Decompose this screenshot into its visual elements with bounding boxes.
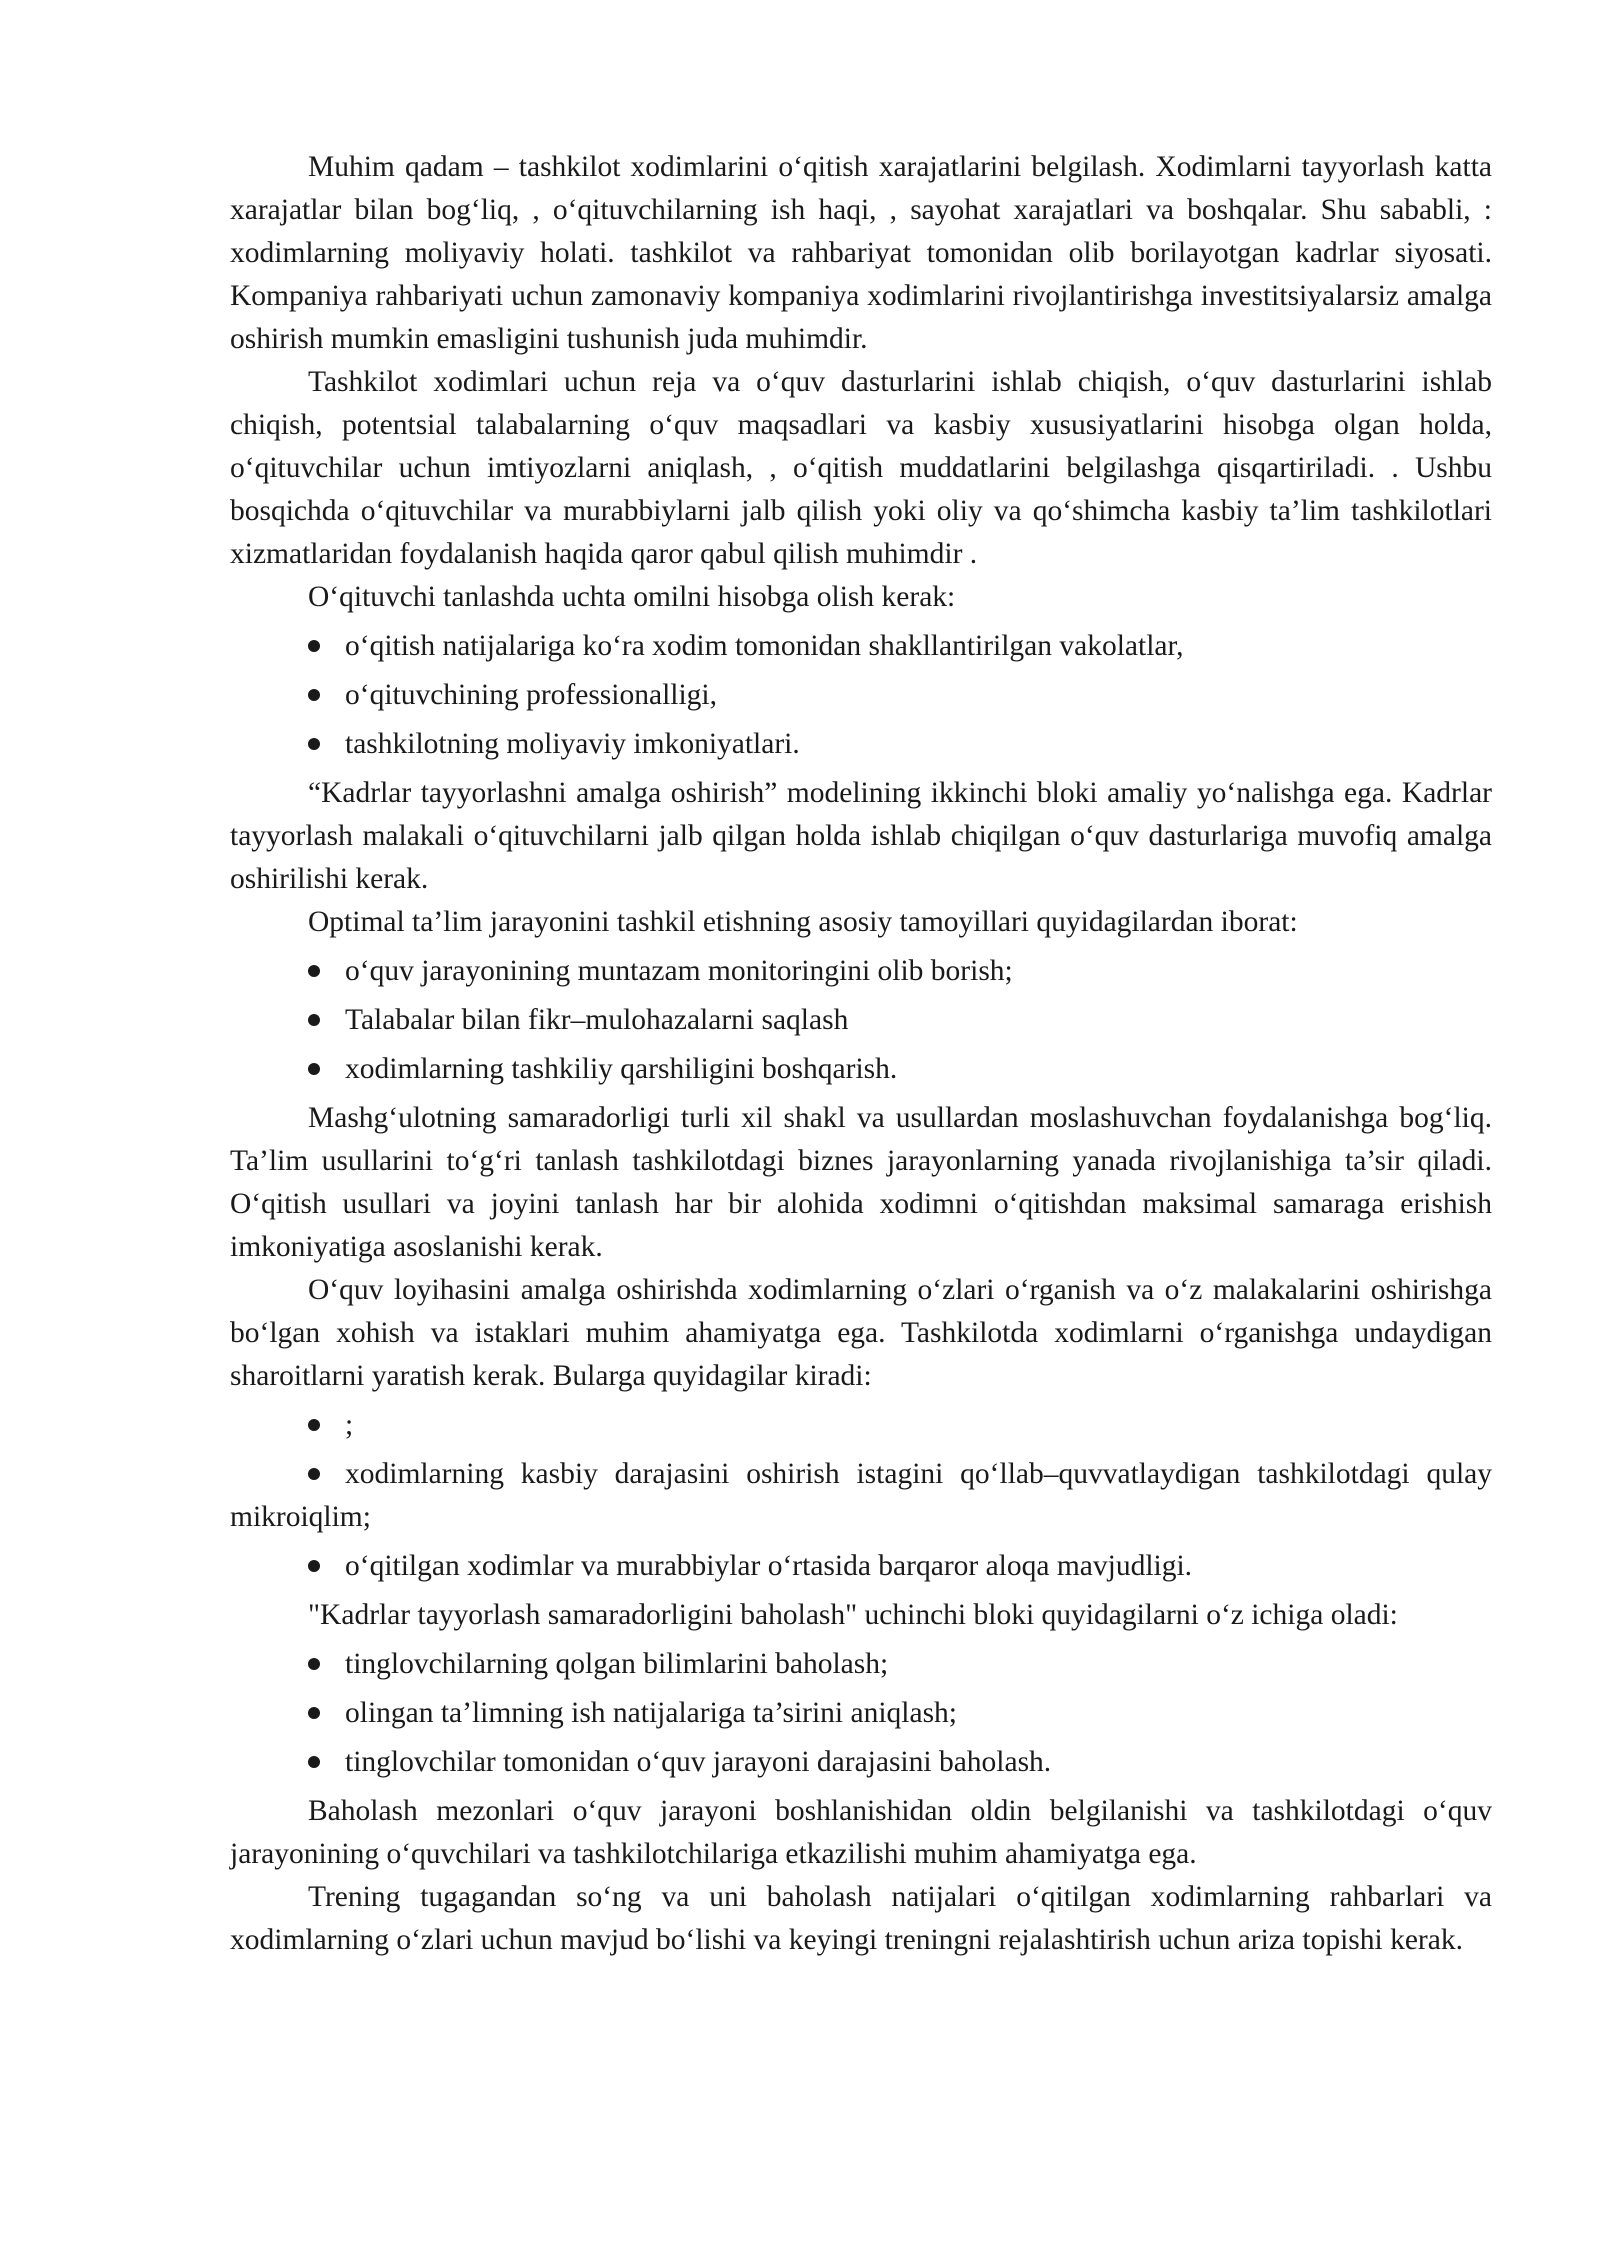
bullet-icon	[308, 1063, 320, 1075]
list-item-text: oʻquv jarayonining muntazam monitoringini olib borish;	[345, 955, 1013, 987]
document-page	[230, 146, 1492, 1962]
list-item-text: oʻqitish natijalariga koʻra xodim tomonidan shakllantirilgan vakolatlar,	[345, 630, 1184, 662]
list-item	[230, 1048, 1492, 1091]
paragraph: Muhim qadam – tashkilot xodimlarini oʻqitish xarajatlarini belgilash. Xodimlarni tayyorlash katta xarajatlar bilan bogʻliq, , oʻqituvchilarning ish haqi, , sayohat xarajatlari va boshqalar. Shu sababli, : xodimlarning moliyaviy holati. tashkilot va rahbariyat tomonidan olib borilayotgan kadrlar siyosati. Kompaniya rahbariyati uchun zamonaviy kompaniya xodimlarini rivojlantirishga investitsiyalarsiz amalga oshirish mumkin emasligini tushunish juda muhimdir.	[230, 151, 1492, 355]
paragraph: Baholash mezonlari oʻquv jarayoni boshlanishidan oldin belgilanishi va tashkilotdagi oʻquv jarayonining oʻquvchilari va tashkilotchilariga etkazilishi muhim ahamiyatga ega.	[230, 1795, 1492, 1870]
bullet-icon	[308, 1707, 320, 1719]
bullet-icon	[308, 1468, 320, 1480]
list-item-text: xodimlarning tashkiliy qarshiligini boshqarish.	[345, 1053, 898, 1085]
bullet-icon	[308, 1419, 320, 1431]
list-item	[230, 723, 1492, 766]
list-item	[230, 1453, 1492, 1539]
list-item-text: olingan ta’limning ish natijalariga ta’sirini aniqlash;	[345, 1697, 957, 1729]
bullet-icon	[308, 689, 320, 701]
bullet-icon	[308, 965, 320, 977]
paragraph: “Kadrlar tayyorlashni amalga oshirish” modelining ikkinchi bloki amaliy yoʻnalishga ega. Kadrlar tayyorlash malakali oʻqituvchilarni jalb qilgan holda ishlab chiqilgan oʻquv dasturlariga muvofiq amalga oshirilishi kerak.	[230, 777, 1492, 895]
paragraph: Mashgʻulotning samaradorligi turli xil shakl va usullardan moslashuvchan foydalanishga bogʻliq. Ta’lim usullarini toʻgʻri tanlash tashkilotdagi biznes jarayonlarning yanada rivojlanishiga ta’sir qiladi. Oʻqitish usullari va joyini tanlash har bir alohida xodimni oʻqitishdan maksimal samaraga erishish imkoniyatiga asoslanishi kerak.	[230, 1102, 1492, 1263]
list-item-text: oʻqitilgan xodimlar va murabbiylar oʻrtasida barqaror aloqa mavjudligi.	[345, 1550, 1193, 1582]
bullet-icon	[308, 1756, 320, 1768]
list-item	[230, 1741, 1492, 1784]
list-item-text: xodimlarning kasbiy darajasini oshirish istagini qoʻllab–quvvatlaydigan tashkilotdagi qulay mikroiqlim;	[230, 1458, 1492, 1533]
bullet-icon	[308, 1658, 320, 1670]
list-item-text: Talabalar bilan fikr–mulohazalarni saqlash	[345, 1004, 849, 1036]
list-item	[230, 1692, 1492, 1735]
list-item	[230, 674, 1492, 717]
list-item-text: oʻqituvchining professionalligi,	[345, 679, 717, 711]
bullet-icon	[308, 640, 320, 652]
paragraph: Trening tugagandan soʻng va uni baholash natijalari oʻqitilgan xodimlarning rahbarlari va xodimlarning oʻzlari uchun mavjud boʻlishi va keyingi treningni rejalashtirish uchun ariza topishi kerak.	[230, 1881, 1492, 1956]
list-item	[230, 1404, 1492, 1447]
list-item-text: ;	[345, 1409, 354, 1441]
paragraph: Oʻqituvchi tanlashda uchta omilni hisobga olish kerak:	[308, 581, 956, 613]
list-item	[230, 625, 1492, 668]
bullet-icon	[308, 738, 320, 750]
list-item	[230, 1643, 1492, 1686]
paragraph: Oʻquv loyihasini amalga oshirishda xodimlarning oʻzlari oʻrganish va oʻz malakalarini oshirishga boʻlgan xohish va istaklari muhim ahamiyatga ega. Tashkilotda xodimlarni oʻrganishga undaydigan sharoitlarni yaratish kerak. Bularga quyidagilar kiradi:	[230, 1274, 1492, 1392]
list-item	[230, 999, 1492, 1042]
paragraph: Tashkilot xodimlari uchun reja va oʻquv dasturlarini ishlab chiqish, oʻquv dasturlarini ishlab chiqish, potentsial talabalarning oʻquv maqsadlari va kasbiy xususiyatlarini hisobga olgan holda, oʻqituvchilar uchun imtiyozlarni aniqlash, , oʻqitish muddatlarini belgilashga qisqartiriladi. . Ushbu bosqichda oʻqituvchilar va murabbiylarni jalb qilish yoki oliy va qoʻshimcha kasbiy ta’lim tashkilotlari xizmatlaridan foydalanish haqida qaror qabul qilish muhimdir .	[230, 366, 1492, 570]
bullet-icon	[308, 1560, 320, 1572]
paragraph: "Kadrlar tayyorlash samaradorligini baholash" uchinchi bloki quyidagilarni oʻz ichiga oladi:	[308, 1599, 1398, 1631]
list-item	[230, 1545, 1492, 1588]
list-item	[230, 950, 1492, 993]
list-item-text: tashkilotning moliyaviy imkoniyatlari.	[345, 728, 800, 760]
list-item-text: tinglovchilarning qolgan bilimlarini baholash;	[345, 1648, 889, 1680]
paragraph: Optimal ta’lim jarayonini tashkil etishning asosiy tamoyillari quyidagilardan iborat:	[308, 906, 1298, 938]
bullet-icon	[308, 1014, 320, 1026]
list-item-text: tinglovchilar tomonidan oʻquv jarayoni darajasini baholash.	[345, 1746, 1052, 1778]
